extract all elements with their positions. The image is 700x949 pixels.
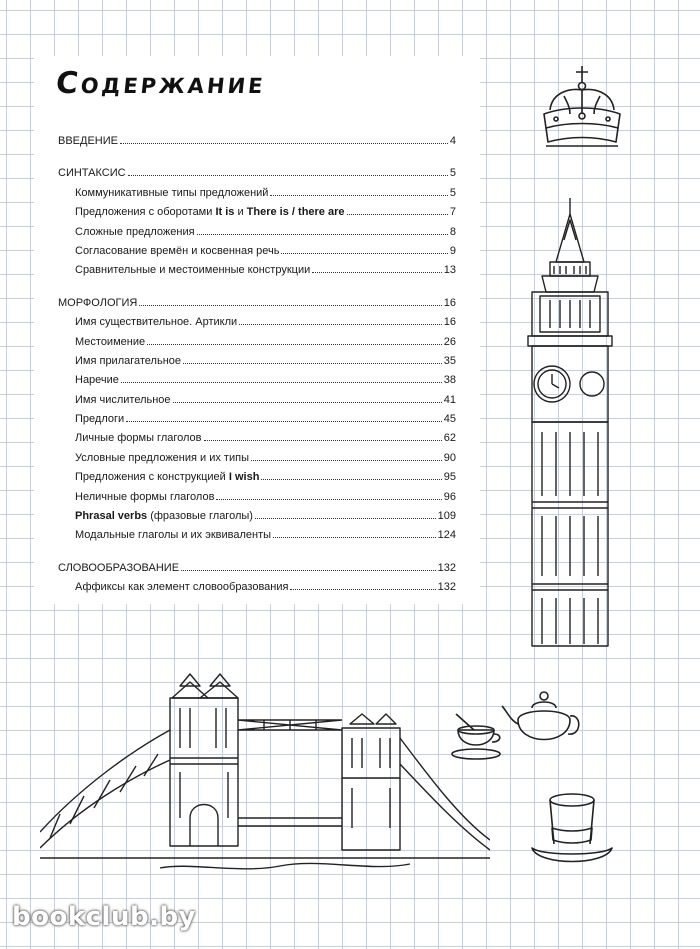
toc-item[interactable]	[58, 203, 456, 222]
toc-section-morphology[interactable]	[58, 294, 456, 313]
dot-leader	[204, 429, 442, 441]
toc-item[interactable]	[58, 261, 456, 280]
toc-item[interactable]	[58, 333, 456, 352]
toc-label	[75, 468, 259, 487]
toc-page-number: 16	[443, 296, 456, 309]
toc-label: Предлоги	[75, 413, 125, 426]
toc-page-number: 13	[443, 264, 456, 277]
toc-label: Аффиксы как элемент словообразования	[75, 581, 289, 594]
toc-label: Условные предложения и их типы	[75, 451, 249, 464]
dot-leader	[128, 164, 448, 176]
dot-leader	[183, 352, 442, 364]
dot-leader	[197, 223, 448, 235]
toc-item[interactable]	[58, 371, 456, 390]
dot-leader	[139, 294, 441, 306]
toc-section-wordformation[interactable]	[58, 559, 456, 578]
big-ben-illustration	[520, 196, 620, 652]
dot-leader	[273, 526, 436, 538]
dot-leader	[312, 261, 442, 273]
toc-label-text: Предложения с оборотами	[75, 206, 216, 219]
toc-label: СИНТАКСИС	[58, 167, 126, 180]
toc-item[interactable]	[58, 410, 456, 429]
section-gap	[58, 546, 456, 559]
toc-label: ВВЕДЕНИЕ	[58, 135, 118, 147]
toc-page-number: 90	[443, 451, 456, 464]
toc-label-text: (фразовые глаголы)	[147, 510, 253, 523]
dot-leader	[270, 184, 447, 196]
toc-item[interactable]	[58, 313, 456, 332]
toc-item[interactable]	[58, 429, 456, 448]
dot-leader	[216, 488, 441, 500]
toc-page-number: 95	[443, 471, 456, 484]
toc-item[interactable]	[58, 468, 456, 487]
toc-page-number: 5	[449, 186, 456, 199]
toc-page-number: 16	[443, 316, 456, 329]
dot-leader	[347, 203, 448, 215]
toc-page-number: 109	[437, 510, 456, 523]
toc-page-number: 132	[437, 561, 456, 574]
toc-label: СЛОВООБРАЗОВАНИЕ	[58, 561, 180, 574]
toc-page-number: 62	[443, 432, 456, 445]
dot-leader	[290, 578, 435, 590]
toc-page-number: 96	[443, 490, 456, 503]
toc-label	[75, 203, 345, 222]
dot-leader	[147, 333, 442, 345]
toc-page-number: 41	[443, 393, 456, 406]
toc-page-number: 4	[449, 135, 456, 147]
dot-leader	[239, 313, 442, 325]
toc-item[interactable]	[58, 242, 456, 261]
toc-label: Имя прилагательное	[75, 354, 182, 367]
toc-label: Личные формы глаголов	[75, 432, 202, 445]
table-of-contents	[58, 132, 456, 598]
toc-item[interactable]	[58, 526, 456, 545]
toc-label: Имя числительное	[75, 393, 171, 406]
toc-label: Местоимение	[75, 335, 146, 348]
section-gap	[58, 151, 456, 164]
top-hat-illustration	[528, 790, 616, 870]
toc-page-number: 26	[443, 335, 456, 348]
toc-page-number: 35	[443, 354, 456, 367]
toc-page-number: 5	[449, 167, 456, 180]
dot-leader	[261, 468, 441, 480]
toc-item[interactable]	[58, 223, 456, 242]
dot-leader	[173, 391, 442, 403]
toc-page-number: 7	[449, 206, 456, 219]
toc-label: Имя существительное. Артикли	[75, 316, 238, 329]
dot-leader	[255, 507, 436, 519]
toc-page-number: 8	[449, 225, 456, 238]
dot-leader	[281, 242, 447, 254]
toc-item[interactable]	[58, 488, 456, 507]
toc-label: Наречие	[75, 374, 119, 387]
crown-illustration	[536, 62, 628, 158]
toc-item[interactable]	[58, 184, 456, 203]
toc-item[interactable]	[58, 391, 456, 410]
dot-leader	[251, 449, 442, 461]
tower-bridge-illustration	[40, 668, 490, 882]
toc-section-intro[interactable]	[58, 132, 456, 151]
toc-panel	[34, 56, 480, 604]
toc-label-bold: I wish	[228, 471, 260, 484]
toc-page-number: 124	[437, 529, 456, 542]
toc-page-number: 38	[443, 374, 456, 387]
toc-page-number: 132	[437, 581, 456, 594]
toc-label: Коммуникативные типы предложений	[75, 186, 269, 199]
toc-page-number: 45	[443, 413, 456, 426]
watermark: bookclub.by	[12, 902, 197, 932]
toc-label-text: Предложения с конструкцией	[75, 471, 229, 484]
toc-label: Сложные предложения	[75, 225, 195, 238]
dot-leader	[121, 371, 442, 383]
toc-label: Модальные глаголы и их эквиваленты	[75, 529, 272, 542]
toc-item[interactable]	[58, 449, 456, 468]
dot-leader	[126, 410, 442, 422]
toc-section-syntax[interactable]	[58, 164, 456, 183]
toc-item[interactable]	[58, 352, 456, 371]
toc-label: Согласование времён и косвенная речь	[75, 244, 280, 257]
toc-page-number: 9	[449, 244, 456, 257]
toc-label-bold: It is	[215, 206, 235, 219]
section-gap	[58, 281, 456, 294]
toc-item[interactable]	[58, 578, 456, 597]
toc-label: Неличные формы глаголов	[75, 490, 215, 503]
toc-label-bold: Phrasal verbs	[75, 510, 148, 523]
toc-label: Сравнительные и местоименные конструкции	[75, 264, 311, 277]
toc-label-text: и	[234, 206, 247, 219]
toc-label: МОРФОЛОГИЯ	[58, 296, 138, 309]
toc-label	[75, 507, 253, 526]
page-title: Содержание	[54, 66, 268, 101]
dot-leader	[120, 132, 448, 144]
toc-item[interactable]	[58, 507, 456, 526]
dot-leader	[181, 559, 436, 571]
toc-label-bold: There is / there are	[246, 206, 345, 219]
